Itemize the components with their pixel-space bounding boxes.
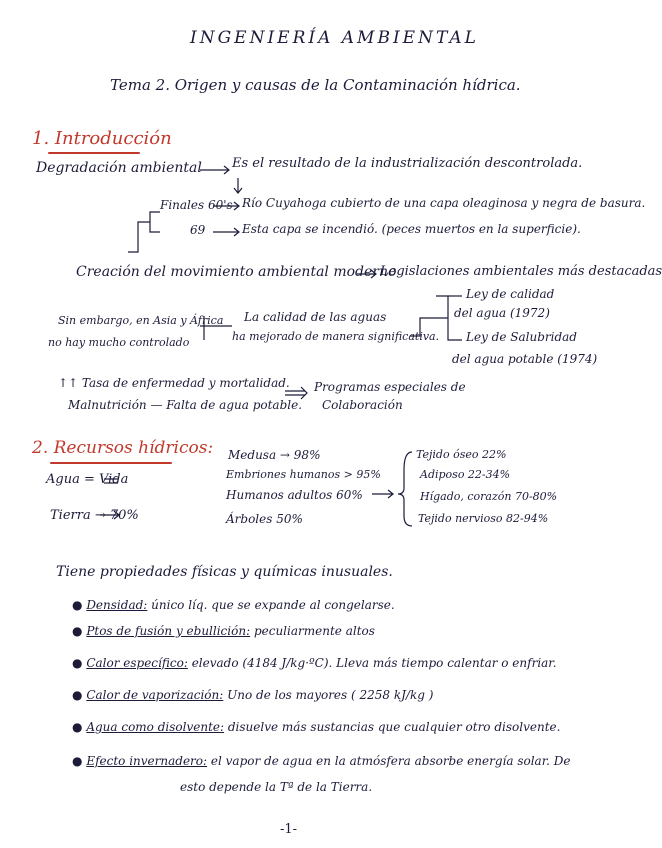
tema-title: Tema 2. Origen y causas de la Contaminación hídrica. bbox=[110, 76, 521, 94]
finales60-text: Río Cuyahoga cubierto de una capa oleaginosa y negra de basura. bbox=[242, 196, 646, 210]
property-text: único líq. que se expande al congelarse. bbox=[151, 598, 395, 612]
property-term: Densidad: bbox=[86, 598, 148, 612]
agua-vida: Agua = Vida bbox=[46, 472, 129, 487]
property-last-line: esto depende la Tª de la Tierra. bbox=[180, 780, 373, 794]
property-term: Efecto invernadero: bbox=[86, 754, 208, 768]
section-2-heading: 2. Recursos hídricos: bbox=[32, 438, 214, 458]
ley-salubridad-1: Ley de Salubridad bbox=[466, 330, 577, 344]
higado: Hígado, corazón 70-80% bbox=[420, 490, 558, 503]
sin-embargo-2: no hay mucho controlado bbox=[48, 336, 190, 349]
programas-2: Colaboración bbox=[322, 398, 403, 412]
year69-label: 69 bbox=[190, 223, 206, 237]
legislaciones-text: Legislaciones ambientales más destacadas bbox=[380, 264, 662, 279]
bullet-icon: ● bbox=[72, 720, 83, 734]
heading-underline bbox=[50, 462, 172, 464]
property-text: elevado (4184 J/kg·ºC). Lleva más tiempo calentar o enfriar. bbox=[191, 656, 557, 670]
embriones-text: Embriones humanos > 95% bbox=[226, 468, 381, 481]
ley-salubridad-2: del agua potable (1974) bbox=[452, 352, 598, 366]
bullet-icon: ● bbox=[72, 656, 83, 670]
page-title: INGENIERÍA AMBIENTAL bbox=[190, 28, 479, 48]
finales60-label: Finales 60's bbox=[160, 198, 233, 212]
property-item bbox=[72, 688, 433, 702]
calidad-aguas-2: ha mejorado de manera significativa. bbox=[232, 330, 440, 343]
adiposo: Adiposo 22-34% bbox=[420, 468, 511, 481]
tejido-nervioso: Tejido nervioso 82-94% bbox=[418, 512, 549, 525]
malnutricion-text: Malnutrición — Falta de agua potable. bbox=[68, 398, 303, 412]
property-item bbox=[72, 754, 570, 768]
tierra-text: Tierra → 70% bbox=[50, 508, 139, 523]
property-item bbox=[72, 598, 395, 612]
property-text: el vapor de agua en la atmósfera absorbe energía solar. De bbox=[210, 754, 571, 768]
ley-calidad-2: del agua (1972) bbox=[454, 306, 550, 320]
arboles-text: Árboles 50% bbox=[226, 512, 303, 526]
property-term: Calor de vaporización: bbox=[86, 688, 224, 702]
year69-text: Esta capa se incendió. (peces muertos en la superficie). bbox=[242, 222, 581, 236]
humanos-text: Humanos adultos 60% bbox=[226, 488, 363, 502]
bullet-icon: ● bbox=[72, 688, 83, 702]
section-1-heading: 1. Introducción bbox=[32, 128, 172, 149]
programas-1: Programas especiales de bbox=[314, 380, 466, 394]
property-term: Calor específico: bbox=[86, 656, 188, 670]
bullet-icon: ● bbox=[72, 754, 83, 768]
property-item bbox=[72, 656, 557, 670]
bullet-icon: ● bbox=[72, 624, 83, 638]
property-item bbox=[72, 624, 375, 638]
creacion-text: Creación del movimiento ambiental moderno bbox=[76, 264, 397, 280]
calidad-aguas-1: La calidad de las aguas bbox=[244, 310, 387, 324]
property-term: Agua como disolvente: bbox=[86, 720, 225, 734]
ley-calidad-1: Ley de calidad bbox=[466, 287, 555, 301]
property-text: Uno de los mayores ( 2258 kJ/kg ) bbox=[227, 688, 434, 702]
bullet-icon: ● bbox=[72, 598, 83, 612]
medusa-text: Medusa → 98% bbox=[228, 448, 321, 462]
degradacion-label: Degradación ambiental bbox=[36, 160, 202, 176]
page-number: -1- bbox=[280, 822, 298, 837]
property-text: peculiarmente altos bbox=[253, 624, 375, 638]
properties-intro: Tiene propiedades físicas y químicas inusuales. bbox=[56, 564, 393, 580]
property-item bbox=[72, 720, 560, 734]
property-text: disuelve más sustancias que cualquier otro disolvente. bbox=[227, 720, 561, 734]
heading-underline bbox=[48, 152, 140, 154]
tasa-text: ↑↑ Tasa de enfermedad y mortalidad. bbox=[58, 376, 290, 390]
property-term: Ptos de fusión y ebullición: bbox=[86, 624, 251, 638]
tejido-oseo: Tejido óseo 22% bbox=[416, 448, 507, 461]
degradacion-result: Es el resultado de la industrialización descontrolada. bbox=[232, 156, 583, 171]
sin-embargo-1: Sin embargo, en Asia y África bbox=[58, 314, 224, 327]
